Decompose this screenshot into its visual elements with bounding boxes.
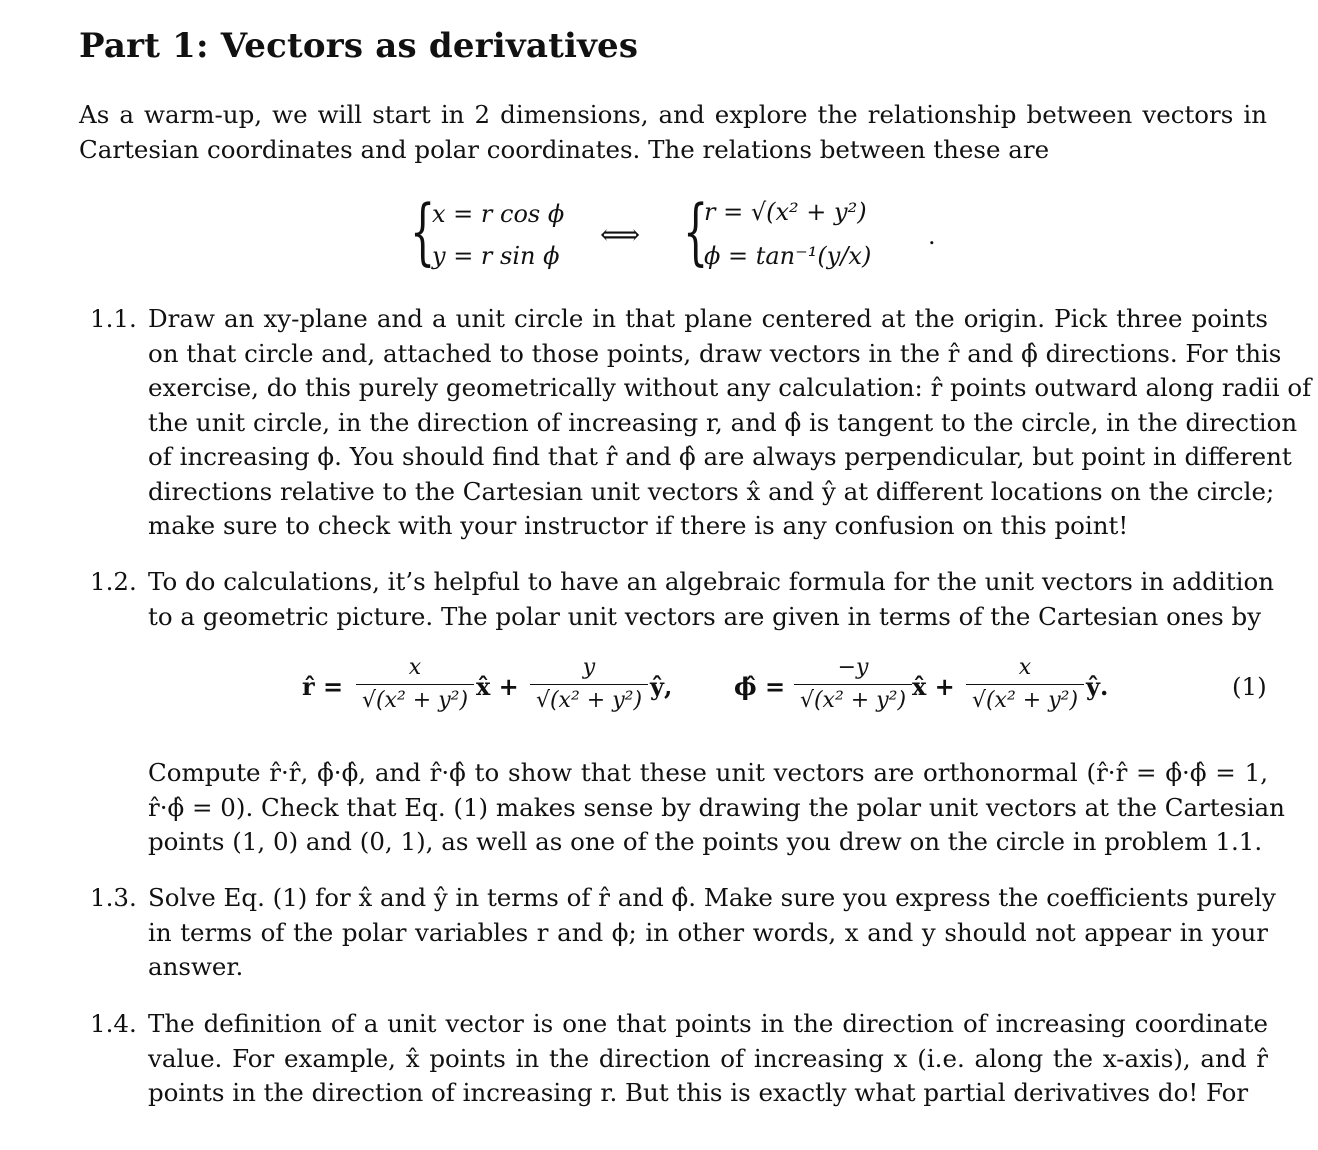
- item-1-4-body: [148, 1007, 1268, 1111]
- item-1-3-line: in terms of the polar variables r and ϕ; in other words, x and y should not appear in your: [148, 917, 1268, 947]
- eq1-fraction: [530, 654, 648, 715]
- item-1-4-line: points in the direction of increasing r. But this is exactly what partial derivatives do! For: [148, 1078, 1249, 1107]
- fraction-bar: [966, 684, 1084, 685]
- item-1-1-body: [148, 302, 1312, 544]
- item-1-2-continuation: [148, 756, 1285, 860]
- relation-x-eq: x = r cos ϕ: [432, 200, 565, 228]
- fraction-denominator: √(x² + y²): [361, 688, 469, 713]
- eq1-y-hat-period: ŷ.: [1086, 672, 1109, 701]
- item-1-1-line: the unit circle, in the direction of increasing r, and ϕ̂ is tangent to the circle, in the direction: [148, 407, 1298, 437]
- section-heading: Part 1: Vectors as derivatives: [79, 26, 639, 66]
- item-1-2-body: [148, 565, 1274, 634]
- item-1-2-after-line: r̂·ϕ̂ = 0). Check that Eq. (1) makes sense by drawing the polar unit vectors at the Cartesian: [148, 792, 1285, 822]
- fraction-numerator: y: [582, 655, 596, 680]
- item-1-3-body: [148, 881, 1276, 985]
- eq1-fraction: [966, 654, 1084, 715]
- item-1-2-line: To do calculations, it’s helpful to have an algebraic formula for the unit vectors in addition: [148, 567, 1274, 596]
- item-1-1-line: of increasing ϕ. You should find that r̂ and ϕ̂ are always perpendicular, but point in different: [148, 442, 1292, 471]
- item-number-1-4: 1.4.: [90, 1009, 137, 1038]
- intro-line-2: Cartesian coordinates and polar coordinates. The relations between these are: [79, 134, 1050, 164]
- left-brace: {: [410, 189, 436, 273]
- relation-r-eq: r = √(x² + y²): [704, 198, 867, 226]
- intro-paragraph: [79, 98, 1267, 167]
- fraction-numerator: x: [1018, 655, 1032, 680]
- eq1-x-hat-plus-2: x̂ +: [912, 672, 955, 701]
- eq1-fraction: [356, 654, 474, 715]
- intro-line-1: As a warm-up, we will start in 2 dimensions, and explore the relationship between vectors in: [79, 100, 1267, 129]
- item-1-4-line: The definition of a unit vector is one that points in the direction of increasing coordinate: [148, 1009, 1268, 1038]
- item-number-1-1: 1.1.: [90, 304, 137, 333]
- right-brace: {: [683, 189, 709, 273]
- eq1-fraction: [794, 654, 912, 715]
- item-1-2-line: to a geometric picture. The polar unit vectors are given in terms of the Cartesian ones by: [148, 601, 1262, 631]
- fraction-denominator: √(x² + y²): [971, 688, 1079, 713]
- item-1-1-line: Draw an xy-plane and a unit circle in that plane centered at the origin. Pick three points: [148, 304, 1268, 333]
- fraction-denominator: √(x² + y²): [535, 688, 643, 713]
- eq1-phi-hat: ϕ̂ =: [734, 672, 786, 701]
- fraction-bar: [794, 684, 912, 685]
- item-1-3-line: answer.: [148, 952, 244, 981]
- relation-phi-eq: ϕ = tan⁻¹(y/x): [704, 242, 872, 270]
- item-number-1-2: 1.2.: [90, 567, 137, 596]
- item-1-4-line: value. For example, x̂ points in the direction of increasing x (i.e. along the x-axis), and r̂: [148, 1043, 1268, 1073]
- relations-period: .: [928, 222, 936, 250]
- item-1-1-line: make sure to check with your instructor if there is any confusion on this point!: [148, 511, 1129, 540]
- equation-number: (1): [1232, 672, 1267, 701]
- eq1-r-hat: r̂ =: [302, 672, 344, 701]
- fraction-bar: [356, 684, 474, 685]
- item-1-1-line: on that circle and, attached to those points, draw vectors in the r̂ and ϕ̂ directions. For this: [148, 338, 1282, 368]
- eq1-x-hat-plus: x̂ +: [476, 672, 519, 701]
- item-1-1-line: exercise, do this purely geometrically without any calculation: r̂ points outward along radii of: [148, 373, 1312, 402]
- equivalence-arrow: ⟺: [600, 218, 641, 251]
- item-1-2-after-line: Compute r̂·r̂, ϕ̂·ϕ̂, and r̂·ϕ̂ to show that these unit vectors are orthonormal (r̂·r̂ = ϕ̂·ϕ̂ = 1,: [148, 758, 1268, 787]
- item-1-2-after-line: points (1, 0) and (0, 1), as well as one of the points you drew on the circle in problem 1.1.: [148, 827, 1263, 856]
- fraction-bar: [530, 684, 648, 685]
- item-1-3-line: Solve Eq. (1) for x̂ and ŷ in terms of r̂ and ϕ̂. Make sure you express the coefficients purely: [148, 883, 1276, 912]
- relation-y-eq: y = r sin ϕ: [432, 242, 560, 270]
- item-1-1-line: directions relative to the Cartesian unit vectors x̂ and ŷ at different locations on the circle;: [148, 476, 1275, 506]
- fraction-numerator: −y: [837, 655, 869, 680]
- item-number-1-3: 1.3.: [90, 883, 137, 912]
- fraction-numerator: x: [408, 655, 422, 680]
- fraction-denominator: √(x² + y²): [799, 688, 907, 713]
- eq1-y-hat-comma: ŷ,: [650, 672, 673, 701]
